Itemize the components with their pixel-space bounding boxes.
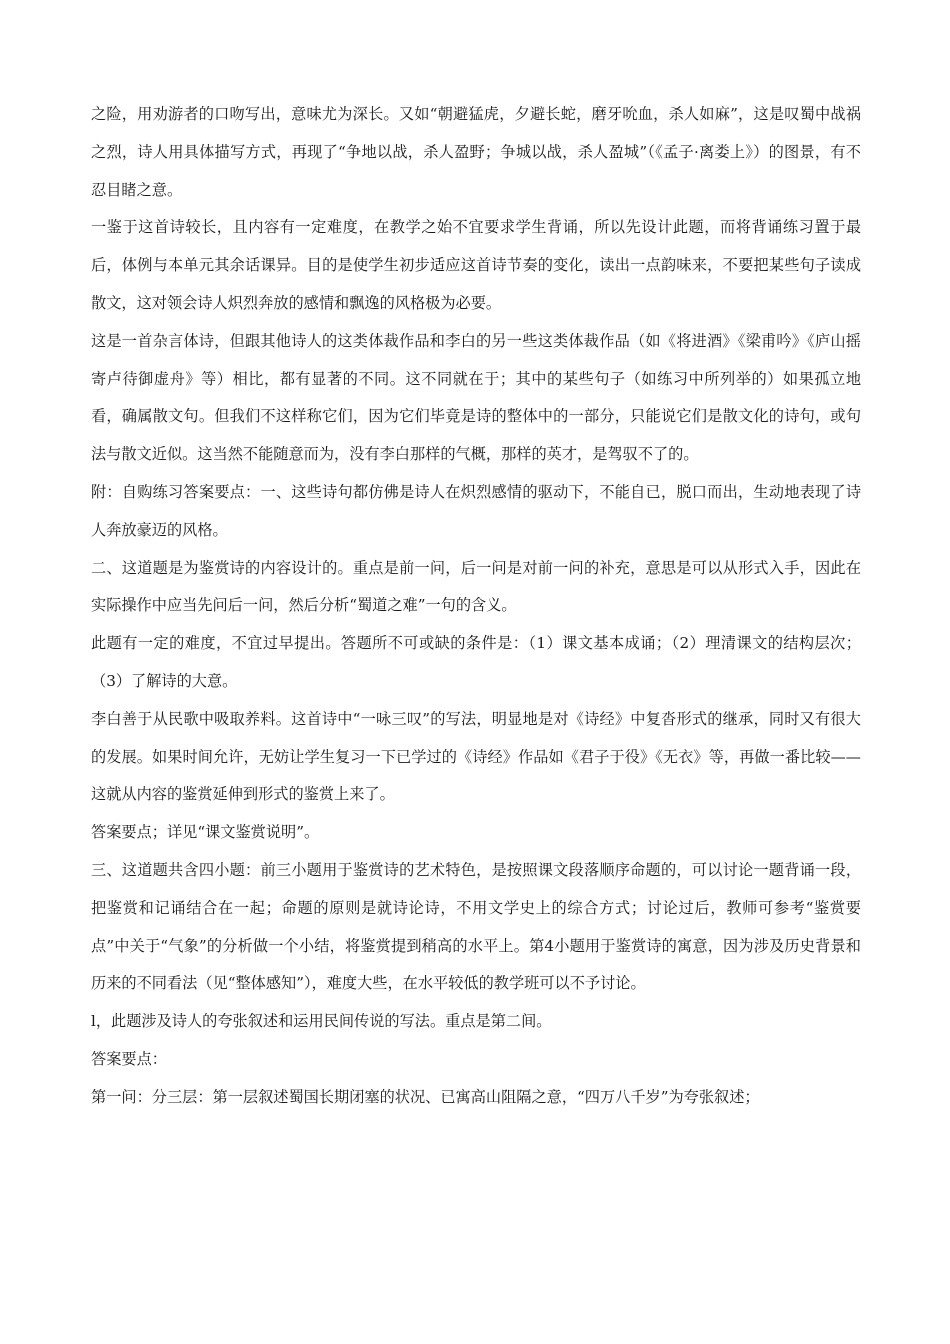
paragraph-2: 一鉴于这首诗较长，且内容有一定难度，在教学之始不宜要求学生背诵，所以先设计此题，而将背诵练习置于最后，体例与本单元其余话课异。目的是使学生初步适应这首诗节奏的变化，读出一点韵味来，不要把某些句子读成散文，这对领会诗人炽烈奔放的感情和飘逸的风格极为必要。 [91,218,861,312]
paragraph-1: 之险，用劝游者的口吻写出，意味尤为深长。又如“朝避猛虎，夕避长蛇，磨牙吮血，杀人如麻”，这是叹蜀中战祸之烈，诗人用具体描写方式，再现了“争地以战，杀人盈野；争城以战，杀人盈城”（《孟子·离娄上》）的图景，有不忍目睹之意。 [91,105,861,199]
paragraph-10: l，此题涉及诗人的夸张叙述和运用民间传说的写法。重点是第二间。 [91,1012,552,1031]
paragraph-3: 这是一首杂言体诗，但跟其他诗人的这类体裁作品和李白的另一些这类体裁作品（如《将进酒》《梁甫吟》《庐山摇寄卢待御虚舟》等）相比，都有显著的不同。这不同就在于；其中的某些句子（如练习中所列举的）如果孤立地看，确属散文句。但我们不这样称它们，因为它们毕竟是诗的整体中的一部分，只能说它们是散文化的诗句，或句法与散文近似。这当然不能随意而为，没有李白那样的气概，那样的英才，是驾驭不了的。 [91,331,861,464]
paragraph-5: 二、这道题是为鉴赏诗的内容设计的。重点是前一问，后一问是对前一问的补充，意思是可以从形式入手，因此在实际操作中应当先问后一问，然后分析“蜀道之难”一句的含义。 [91,558,861,615]
paragraph-12: 第一问：分三层：第一层叙述蜀国长期闭塞的状况、已寓高山阻隔之意，“四万八千岁”为夸张叙述； [91,1087,760,1106]
paragraph-8: 答案要点；详见“课文鉴赏说明”。 [91,823,320,842]
paragraph-6: 此题有一定的难度，不宜过早提出。答题所不可或缺的条件是：（1）课文基本成诵；（2）理清课文的结构层次；（3）了解诗的大意。 [91,634,861,690]
paragraph-7: 李白善于从民歌中吸取养料。这首诗中“一咏三叹”的写法，明显地是对《诗经》中复沓形式的继承，同时又有很大的发展。如果时间允许，无妨让学生复习一下已学过的《诗经》作品如《君子于役》《无衣》等，再做一番比较——这就从内容的鉴赏延伸到形式的鉴赏上来了。 [91,709,861,804]
document-body [91,96,861,1117]
paragraph-4: 附：自购练习答案要点：一、这些诗句都仿佛是诗人在炽烈感情的驱动下，不能自已，脱口而出，生动地表现了诗人奔放豪迈的风格。 [91,482,861,539]
paragraph-11: 答案要点： [91,1049,167,1068]
paragraph-9: 三、这道题共含四小题：前三小题用于鉴赏诗的艺术特色，是按照课文段落顺序命题的，可以讨论一题背诵一段，把鉴赏和记诵结合在一起；命题的原则是就诗论诗，不用文学史上的综合方式；讨论过后，教师可参考“鉴赏要点”中关于“气象”的分析做一个小结，将鉴赏提到稍高的水平上。第4小题用于鉴赏诗的寓意，因为涉及历史背景和历来的不同看法（见“整体感知”），难度大些，在水平较低的教学班可以不予讨论。 [91,860,861,993]
